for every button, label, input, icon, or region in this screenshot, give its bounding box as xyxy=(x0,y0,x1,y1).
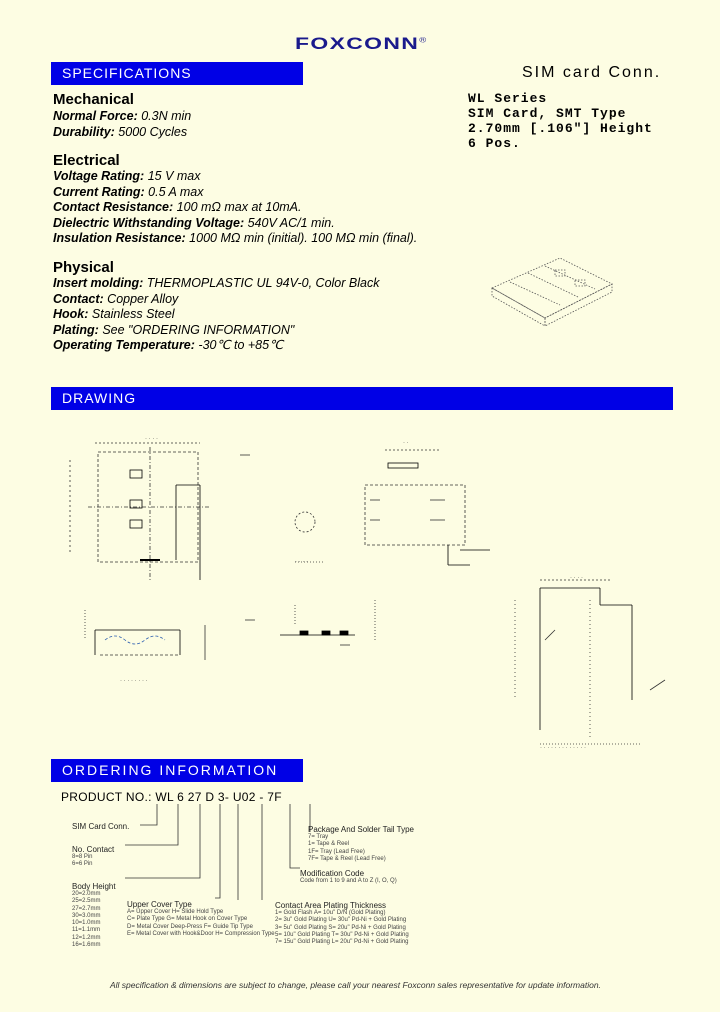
option-line: 3= 5u" Gold Plating S= 20u" Pd-Ni + Gold Plating xyxy=(275,924,406,931)
option-line: 7F= Tape & Reel (Lead Free) xyxy=(308,855,386,862)
spec-item xyxy=(53,323,379,339)
spec-value: 5000 Cycles xyxy=(114,124,188,139)
spec-label: Current Rating: xyxy=(53,184,145,199)
spec-value: 0.5 A max xyxy=(144,184,204,199)
option-line: 16=1.6mm xyxy=(72,942,101,949)
option-line: 25=2.5mm xyxy=(72,898,101,905)
spec-value: Stainless Steel xyxy=(88,307,175,322)
package-block xyxy=(308,825,414,863)
spec-value: 540V AC/1 min. xyxy=(244,215,335,230)
option-line: 8=8 Pin xyxy=(72,854,93,860)
upper-cover-title: Upper Cover Type xyxy=(127,900,192,909)
spec-item xyxy=(53,125,191,141)
spec-label: Durability: xyxy=(53,124,115,139)
spec-value: Copper Alloy xyxy=(103,291,179,306)
product-summary xyxy=(468,91,653,151)
spec-value: 100 mΩ max at 10mA. xyxy=(173,200,302,215)
ordering-leader-lines xyxy=(125,804,310,900)
foxconn-logo: FOXCONN® xyxy=(295,34,427,53)
option-line: 27=2.7mm xyxy=(72,905,101,912)
spec-item xyxy=(53,216,417,232)
spec-item xyxy=(53,185,417,201)
footer-disclaimer: All specification & dimensions are subject to change, please call your nearest Foxconn sales representative for update information. xyxy=(110,980,601,990)
product-positions: 6 Pos. xyxy=(468,136,521,151)
option-line: 11=1.1mm xyxy=(72,927,101,934)
option-line: 6=6 Pin xyxy=(72,861,93,868)
spec-value: THERMOPLASTIC UL 94V-0, Color Black xyxy=(143,276,380,290)
spec-value: 15 V max xyxy=(144,169,201,183)
upper-cover-block xyxy=(127,900,275,938)
spec-label: Operating Temperature: xyxy=(53,338,195,353)
package-title: Package And Solder Tail Type xyxy=(308,825,414,834)
physical-heading: Physical xyxy=(53,259,114,276)
spec-item xyxy=(53,338,379,354)
spec-item xyxy=(53,276,379,292)
no-contact-block xyxy=(72,845,114,869)
modification-block xyxy=(300,869,397,885)
electrical-list xyxy=(53,169,417,247)
product-height: 2.70mm [.106"] Height xyxy=(468,121,653,136)
product-type: SIM Card, SMT Type xyxy=(468,106,627,121)
dim-label: · · · · · · · · · · · · · xyxy=(540,745,586,751)
dim-label: · · · · xyxy=(295,559,308,565)
product-number: PRODUCT NO.: WL 6 27 D 3- U02 - 7F xyxy=(61,790,282,804)
specifications-header: SPECIFICATIONS xyxy=(51,62,303,85)
body-height-title: Body Height xyxy=(72,882,116,891)
plating-block xyxy=(275,901,409,946)
option-line: 7= Tray xyxy=(308,834,329,840)
spec-item xyxy=(53,292,379,308)
option-line: A= Upper Cover H= Slide Hold Type xyxy=(127,909,224,915)
spec-label: Insert molding: xyxy=(53,276,144,290)
spec-label: Normal Force: xyxy=(53,109,138,123)
spec-item xyxy=(53,109,191,125)
mechanical-list xyxy=(53,109,191,140)
option-line: 1= Tape & Reel xyxy=(308,841,350,848)
spec-label: Plating: xyxy=(53,322,99,337)
option-line: 7= 15u" Gold Plating L= 20u" Pd-Ni + Gold Plating xyxy=(275,939,409,946)
option-line: 2= 3u" Gold Plating U= 30u" Pd-Ni + Gold Plating xyxy=(275,917,407,924)
drawing-front-section xyxy=(85,610,205,660)
spec-label: Voltage Rating: xyxy=(53,169,145,183)
option-line: D= Metal Cover Deep-Press F= Guide Tip Type xyxy=(127,923,253,930)
option-line: 5= 10u" Gold Plating T= 30u" Pd-Ni + Gold Plating xyxy=(275,931,409,938)
spec-value: See "ORDERING INFORMATION" xyxy=(98,322,295,337)
option-line: 1= Gold Flash A= 10u" D/N (Gold Plating) xyxy=(275,910,386,916)
option-line: E= Metal Cover with Hook&Door H= Compression Type xyxy=(127,930,275,937)
ordering-header: ORDERING INFORMATION xyxy=(51,759,303,782)
option-line: Code from 1 to 9 and A to Z (I, O, Q) xyxy=(300,878,397,884)
spec-label: Contact: xyxy=(53,291,104,306)
physical-list xyxy=(53,276,379,354)
dim-label: · · · · xyxy=(145,436,158,442)
plating-title: Contact Area Plating Thickness xyxy=(275,901,387,910)
dim-label: · · xyxy=(403,440,409,446)
product-series: WL Series xyxy=(468,91,548,106)
sim-card-conn-label: SIM Card Conn. xyxy=(72,822,130,831)
spec-label: Hook: xyxy=(53,307,89,322)
drawing-header: DRAWING xyxy=(51,387,673,410)
option-line: 20=2.0mm xyxy=(72,891,101,897)
spec-label: Dielectric Withstanding Voltage: xyxy=(53,215,245,230)
no-contact-title: No. Contact xyxy=(72,845,115,854)
spec-label: Insulation Resistance: xyxy=(53,231,186,246)
spec-item xyxy=(53,169,417,185)
spec-item xyxy=(53,231,417,247)
drawing-side-view xyxy=(295,450,490,565)
option-line: 10=1.0mm xyxy=(72,920,101,927)
product-title: SIM card Conn. xyxy=(522,64,662,81)
mechanical-heading: Mechanical xyxy=(53,91,134,108)
spec-value: 1000 MΩ min (initial). 100 MΩ min (final). xyxy=(185,231,418,246)
option-line: 12=1.2mm xyxy=(72,934,101,941)
body-height-block xyxy=(72,882,116,949)
drawing-top-view xyxy=(70,443,250,580)
drawing-pcb-layout xyxy=(515,580,665,744)
spec-item xyxy=(53,307,379,323)
spec-label: Contact Resistance: xyxy=(53,200,174,215)
electrical-heading: Electrical xyxy=(53,152,120,169)
modification-title: Modification Code xyxy=(300,869,365,878)
dim-label: · · · · xyxy=(570,575,583,581)
dim-label: · · · · · · · · xyxy=(120,678,148,684)
drawing-terminal-detail xyxy=(245,600,375,645)
option-line: 1F= Tray (Lead Free) xyxy=(308,848,365,855)
option-line: 30=3.0mm xyxy=(72,912,101,919)
option-line: C= Plate Type G= Metal Hook on Cover Type xyxy=(127,916,248,923)
spec-value: 0.3N min xyxy=(137,109,192,123)
spec-item xyxy=(53,200,417,216)
connector-photo xyxy=(492,258,612,326)
spec-value: -30℃ to +85℃ xyxy=(194,338,284,353)
